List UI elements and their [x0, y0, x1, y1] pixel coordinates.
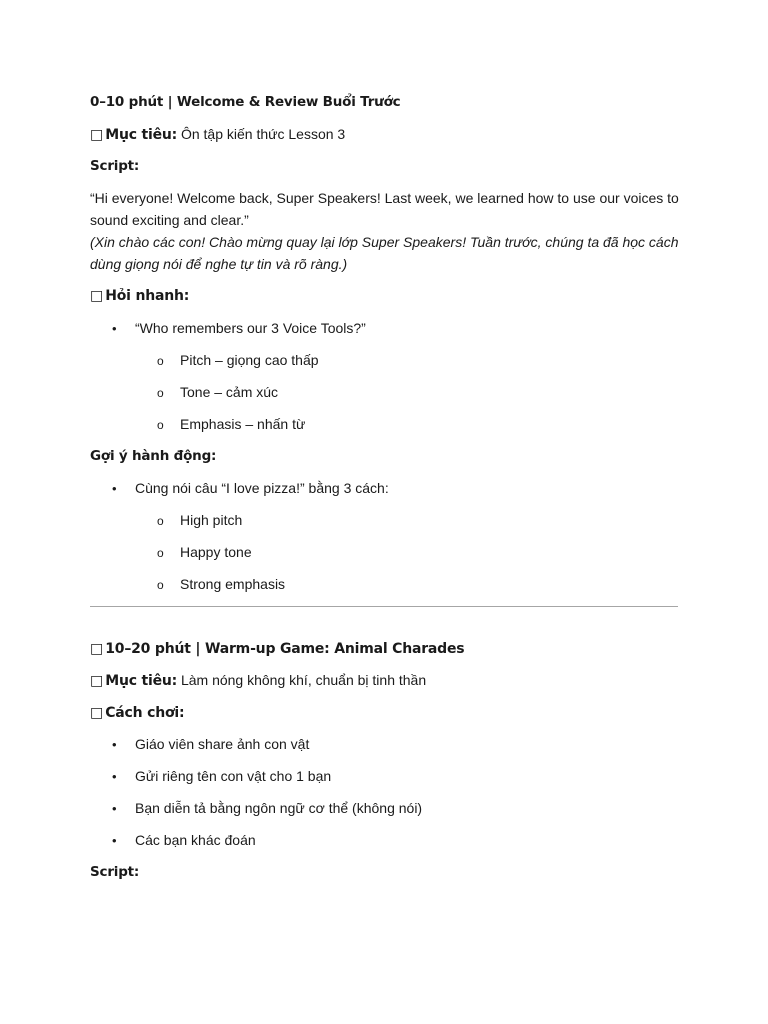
- sub-bullet-icon: o: [157, 514, 164, 528]
- horizontal-divider: [90, 606, 678, 607]
- question-text: “Who remembers our 3 Voice Tools?”: [135, 320, 366, 336]
- step-item: Bạn diễn tả bằng ngôn ngữ cơ thể (không nói): [135, 800, 423, 816]
- tool-item: Pitch – giọng cao thấp: [180, 352, 319, 368]
- tool-item: Emphasis – nhấn từ: [180, 416, 306, 432]
- bullet-icon: •: [112, 321, 117, 336]
- section-2-title-text: 10–20 phút | Warm-up Game: Animal Charades: [105, 641, 465, 657]
- section-2-title: [90, 637, 464, 660]
- list-item: [157, 381, 278, 404]
- bullet-icon: •: [112, 481, 117, 496]
- checkbox-icon: □: [90, 673, 104, 689]
- action-label: Gợi ý hành động:: [90, 448, 217, 464]
- sub-bullet-icon: o: [157, 418, 164, 432]
- list-item: [112, 797, 422, 820]
- sub-bullet-icon: o: [157, 578, 164, 592]
- tool-item: Tone – cảm xúc: [180, 384, 279, 400]
- goal-text: Làm nóng không khí, chuẩn bị tinh thần: [177, 672, 427, 688]
- list-item: [112, 317, 366, 340]
- step-item: Giáo viên share ảnh con vật: [135, 736, 310, 752]
- bullet-icon: •: [112, 833, 117, 848]
- script-label: Script:: [90, 864, 140, 880]
- section-2-goal: [90, 669, 426, 692]
- list-item: [112, 829, 256, 852]
- script-paragraph: [90, 187, 680, 275]
- checkbox-icon: □: [90, 705, 104, 721]
- quick-question-label: Hỏi nhanh:: [105, 288, 190, 304]
- list-item: [157, 509, 242, 532]
- sub-bullet-icon: o: [157, 354, 164, 368]
- step-item: Các bạn khác đoán: [135, 832, 256, 848]
- how-to-play-heading: [90, 701, 184, 724]
- list-item: [157, 349, 319, 372]
- script-vietnamese: (Xin chào các con! Chào mừng quay lại lớp Super Speakers! Tuần trước, chúng ta đã học cách dùng giọng nói để nghe tự tin và rõ ràng.): [90, 234, 679, 272]
- checkbox-icon: □: [90, 127, 104, 143]
- script-english: “Hi everyone! Welcome back, Super Speakers! Last week, we learned how to use our voices to sound exciting and clear.”: [90, 190, 679, 228]
- section-1-goal: [90, 123, 345, 146]
- bullet-icon: •: [112, 801, 117, 816]
- list-item: [112, 477, 389, 500]
- way-item: Happy tone: [180, 544, 252, 560]
- how-to-play-label: Cách chơi:: [105, 705, 185, 721]
- list-item: [157, 541, 252, 564]
- checkbox-icon: □: [90, 641, 104, 657]
- goal-label: Mục tiêu:: [105, 673, 178, 689]
- sub-bullet-icon: o: [157, 546, 164, 560]
- step-item: Gửi riêng tên con vật cho 1 bạn: [135, 768, 332, 784]
- checkbox-icon: □: [90, 288, 104, 304]
- way-item: High pitch: [180, 512, 243, 528]
- quick-question-heading: [90, 284, 189, 307]
- list-item: [157, 573, 285, 596]
- section-1-title: 0–10 phút | Welcome & Review Buổi Trước: [90, 94, 401, 110]
- goal-text: Ôn tập kiến thức Lesson 3: [177, 126, 346, 142]
- bullet-icon: •: [112, 769, 117, 784]
- sub-bullet-icon: o: [157, 386, 164, 400]
- bullet-icon: •: [112, 737, 117, 752]
- list-item: [112, 765, 331, 788]
- goal-label: Mục tiêu:: [105, 127, 178, 143]
- action-text: Cùng nói câu “I love pizza!” bằng 3 cách:: [135, 480, 389, 496]
- script-label: Script:: [90, 158, 140, 174]
- list-item: [157, 413, 305, 436]
- way-item: Strong emphasis: [180, 576, 286, 592]
- list-item: [112, 733, 309, 756]
